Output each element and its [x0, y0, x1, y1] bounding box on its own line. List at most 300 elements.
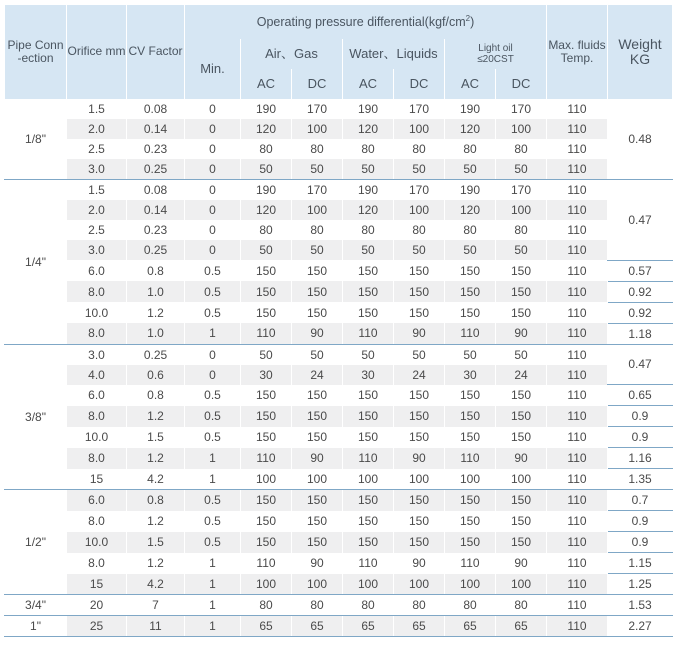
cell-oil-dc: 150: [496, 427, 547, 448]
cell-pipe-connection: 1/2": [5, 490, 67, 595]
cell-oil-ac: 150: [445, 490, 496, 511]
header-operating-pressure: [185, 5, 547, 39]
cell-pipe-connection: 1/8": [5, 99, 67, 180]
cell-temp: 110: [547, 260, 608, 281]
cell-temp: 110: [547, 595, 608, 616]
cell-weight: 0.57: [608, 260, 673, 281]
table-row: [5, 427, 673, 448]
cell-orifice: 3.0: [67, 240, 127, 260]
cell-min: 1: [185, 616, 241, 637]
cell-air-ac: 80: [241, 220, 292, 240]
table-row: [5, 574, 673, 595]
cell-temp: 110: [547, 574, 608, 595]
cell-air-ac: 110: [241, 448, 292, 469]
cell-oil-ac: 190: [445, 99, 496, 119]
cell-cv: 1.2: [127, 406, 185, 427]
cell-orifice: 8.0: [67, 511, 127, 532]
cell-orifice: 2.0: [67, 119, 127, 139]
header-oil-ac: AC: [445, 69, 496, 99]
cell-temp: 110: [547, 139, 608, 159]
cell-air-ac: 100: [241, 469, 292, 490]
cell-air-dc: 150: [292, 260, 343, 281]
cell-air-dc: 100: [292, 469, 343, 490]
cell-air-dc: 150: [292, 385, 343, 406]
cell-water-ac: 50: [343, 240, 394, 260]
table-row: [5, 119, 673, 139]
cell-water-ac: 150: [343, 281, 394, 302]
table-row: [5, 448, 673, 469]
cell-air-dc: 100: [292, 119, 343, 139]
cell-min: 0: [185, 180, 241, 201]
cell-water-dc: 80: [394, 139, 445, 159]
cell-water-dc: 90: [394, 448, 445, 469]
cell-water-ac: 150: [343, 427, 394, 448]
table-row: [5, 323, 673, 344]
cell-oil-ac: 120: [445, 119, 496, 139]
cell-weight: 0.47: [608, 344, 673, 385]
cell-water-ac: 110: [343, 553, 394, 574]
cell-water-dc: 150: [394, 302, 445, 323]
cell-water-ac: 190: [343, 180, 394, 201]
cell-cv: 0.25: [127, 159, 185, 180]
cell-oil-ac: 110: [445, 448, 496, 469]
cell-oil-dc: 80: [496, 595, 547, 616]
header-operating-pressure-sup: 2: [465, 13, 471, 23]
cell-air-ac: 150: [241, 511, 292, 532]
cell-water-ac: 80: [343, 220, 394, 240]
cell-water-ac: 110: [343, 448, 394, 469]
cell-oil-dc: 150: [496, 406, 547, 427]
cell-temp: 110: [547, 427, 608, 448]
cell-oil-ac: 110: [445, 323, 496, 344]
table-row: [5, 595, 673, 616]
cell-water-ac: 80: [343, 595, 394, 616]
cell-cv: 0.6: [127, 365, 185, 385]
cell-temp: 110: [547, 448, 608, 469]
cell-weight: 1.15: [608, 553, 673, 574]
cell-air-ac: 110: [241, 553, 292, 574]
cell-oil-dc: 150: [496, 385, 547, 406]
cell-water-ac: 50: [343, 344, 394, 365]
table-row: [5, 200, 673, 220]
table-row: [5, 220, 673, 240]
cell-min: 0.5: [185, 490, 241, 511]
cell-water-dc: 150: [394, 511, 445, 532]
cell-oil-dc: 150: [496, 260, 547, 281]
cell-water-dc: 150: [394, 385, 445, 406]
cell-oil-dc: 150: [496, 302, 547, 323]
cell-cv: 0.23: [127, 220, 185, 240]
cell-min: 1: [185, 595, 241, 616]
cell-temp: 110: [547, 323, 608, 344]
header-operating-pressure-title: Operating pressure differential(kgf/cm: [256, 14, 466, 29]
cell-water-ac: 150: [343, 260, 394, 281]
cell-oil-ac: 150: [445, 427, 496, 448]
cell-temp: 110: [547, 220, 608, 240]
table-row: [5, 365, 673, 385]
table-row: [5, 260, 673, 281]
cell-orifice: 8.0: [67, 281, 127, 302]
cell-water-ac: 190: [343, 99, 394, 119]
cell-pipe-connection: 1/4": [5, 180, 67, 345]
cell-oil-ac: 80: [445, 139, 496, 159]
cell-water-dc: 90: [394, 553, 445, 574]
cell-weight: 1.18: [608, 323, 673, 344]
cell-min: 0.5: [185, 406, 241, 427]
cell-orifice: 10.0: [67, 532, 127, 553]
cell-temp: 110: [547, 532, 608, 553]
cell-cv: 1.2: [127, 302, 185, 323]
cell-air-dc: 150: [292, 511, 343, 532]
table-row: [5, 511, 673, 532]
table-row: [5, 490, 673, 511]
cell-cv: 0.8: [127, 490, 185, 511]
cell-min: 0: [185, 240, 241, 260]
cell-temp: 110: [547, 159, 608, 180]
cell-oil-ac: 150: [445, 385, 496, 406]
cell-min: 0: [185, 99, 241, 119]
cell-oil-dc: 24: [496, 365, 547, 385]
table-row: [5, 281, 673, 302]
cell-cv: 1.2: [127, 553, 185, 574]
cell-oil-dc: 150: [496, 511, 547, 532]
cell-water-ac: 110: [343, 323, 394, 344]
cell-cv: 0.08: [127, 99, 185, 119]
cell-air-dc: 65: [292, 616, 343, 637]
cell-oil-ac: 120: [445, 200, 496, 220]
header-water-liquids: Water、Liquids: [343, 39, 445, 69]
cell-oil-ac: 110: [445, 553, 496, 574]
cell-air-ac: 150: [241, 260, 292, 281]
header-light-oil-label: Light oil: [478, 43, 513, 54]
cell-orifice: 8.0: [67, 323, 127, 344]
cell-cv: 0.8: [127, 260, 185, 281]
cell-air-dc: 24: [292, 365, 343, 385]
cell-oil-ac: 50: [445, 240, 496, 260]
cell-orifice: 6.0: [67, 260, 127, 281]
table-row: [5, 616, 673, 637]
cell-min: 1: [185, 448, 241, 469]
cell-orifice: 2.5: [67, 139, 127, 159]
cell-orifice: 8.0: [67, 448, 127, 469]
cell-water-ac: 100: [343, 469, 394, 490]
cell-oil-ac: 50: [445, 344, 496, 365]
table-body: [5, 99, 673, 637]
cell-weight: 0.9: [608, 511, 673, 532]
table-row: [5, 139, 673, 159]
cell-oil-dc: 50: [496, 344, 547, 365]
cell-weight: 0.65: [608, 385, 673, 406]
cell-oil-ac: 100: [445, 574, 496, 595]
cell-water-ac: 150: [343, 532, 394, 553]
cell-air-ac: 150: [241, 406, 292, 427]
cell-orifice: 8.0: [67, 553, 127, 574]
cell-air-ac: 150: [241, 490, 292, 511]
cell-oil-dc: 90: [496, 553, 547, 574]
cell-air-dc: 150: [292, 490, 343, 511]
cell-oil-dc: 50: [496, 159, 547, 180]
cell-air-dc: 170: [292, 180, 343, 201]
cell-min: 1: [185, 574, 241, 595]
cell-air-ac: 150: [241, 302, 292, 323]
cell-water-dc: 24: [394, 365, 445, 385]
cell-oil-ac: 150: [445, 260, 496, 281]
cell-oil-dc: 170: [496, 180, 547, 201]
cell-orifice: 20: [67, 595, 127, 616]
cell-pipe-connection: 1": [5, 616, 67, 637]
cell-cv: 0.25: [127, 240, 185, 260]
cell-orifice: 1.5: [67, 99, 127, 119]
cell-cv: 0.14: [127, 119, 185, 139]
cell-min: 0.5: [185, 385, 241, 406]
cell-air-ac: 120: [241, 200, 292, 220]
cell-oil-ac: 190: [445, 180, 496, 201]
cell-weight: 0.48: [608, 99, 673, 180]
cell-min: 1: [185, 323, 241, 344]
cell-air-ac: 50: [241, 240, 292, 260]
cell-air-ac: 150: [241, 385, 292, 406]
cell-temp: 110: [547, 511, 608, 532]
cell-water-ac: 80: [343, 139, 394, 159]
cell-water-dc: 170: [394, 99, 445, 119]
cell-cv: 11: [127, 616, 185, 637]
cell-water-dc: 170: [394, 180, 445, 201]
cell-temp: 110: [547, 490, 608, 511]
cell-water-ac: 30: [343, 365, 394, 385]
cell-weight: 0.47: [608, 180, 673, 261]
cell-min: 1: [185, 469, 241, 490]
cell-orifice: 15: [67, 469, 127, 490]
header-light-oil: [445, 39, 547, 69]
cell-air-dc: 100: [292, 200, 343, 220]
cell-orifice: 10.0: [67, 302, 127, 323]
cell-air-dc: 80: [292, 139, 343, 159]
cell-min: 0.5: [185, 511, 241, 532]
cell-air-dc: 150: [292, 427, 343, 448]
cell-temp: 110: [547, 344, 608, 365]
cell-min: 0: [185, 365, 241, 385]
cell-air-dc: 50: [292, 240, 343, 260]
cell-cv: 1.5: [127, 532, 185, 553]
header-water-ac: AC: [343, 69, 394, 99]
cell-temp: 110: [547, 365, 608, 385]
cell-min: 0.5: [185, 302, 241, 323]
cell-cv: 1.5: [127, 427, 185, 448]
cell-weight: 1.25: [608, 574, 673, 595]
cell-cv: 4.2: [127, 574, 185, 595]
cell-oil-ac: 150: [445, 511, 496, 532]
header-min: Min.: [185, 39, 241, 99]
header-operating-pressure-close: ): [470, 14, 475, 29]
header-air-ac: AC: [241, 69, 292, 99]
cell-water-ac: 65: [343, 616, 394, 637]
cell-water-dc: 90: [394, 323, 445, 344]
header-light-oil-sub: ≤20CST: [477, 54, 514, 65]
cell-cv: 0.23: [127, 139, 185, 159]
cell-temp: 110: [547, 281, 608, 302]
cell-min: 0.5: [185, 427, 241, 448]
cell-oil-dc: 90: [496, 323, 547, 344]
cell-orifice: 3.0: [67, 159, 127, 180]
cell-air-dc: 90: [292, 323, 343, 344]
cell-water-dc: 50: [394, 240, 445, 260]
cell-orifice: 4.0: [67, 365, 127, 385]
cell-pipe-connection: 3/4": [5, 595, 67, 616]
cell-oil-ac: 150: [445, 406, 496, 427]
cell-temp: 110: [547, 302, 608, 323]
cell-air-ac: 30: [241, 365, 292, 385]
cell-oil-ac: 30: [445, 365, 496, 385]
cell-temp: 110: [547, 553, 608, 574]
header-orifice: Orifice mm: [67, 5, 127, 99]
cell-air-dc: 80: [292, 595, 343, 616]
cell-air-ac: 80: [241, 595, 292, 616]
cell-oil-ac: 80: [445, 220, 496, 240]
cell-cv: 4.2: [127, 469, 185, 490]
cell-weight: 0.7: [608, 490, 673, 511]
table-row: [5, 344, 673, 365]
cell-water-dc: 100: [394, 574, 445, 595]
cell-water-dc: 80: [394, 595, 445, 616]
cell-water-dc: 150: [394, 532, 445, 553]
cell-cv: 1.0: [127, 323, 185, 344]
cell-oil-dc: 100: [496, 200, 547, 220]
cell-cv: 1.2: [127, 511, 185, 532]
cell-cv: 1.2: [127, 448, 185, 469]
cell-min: 0.5: [185, 260, 241, 281]
table-row: [5, 99, 673, 119]
cell-oil-ac: 100: [445, 469, 496, 490]
cell-min: 0: [185, 159, 241, 180]
header-pipe-connection: Pipe Conn -ection: [5, 5, 67, 99]
cell-orifice: 8.0: [67, 406, 127, 427]
cell-air-ac: 150: [241, 281, 292, 302]
cell-weight: 0.9: [608, 427, 673, 448]
cell-water-dc: 150: [394, 406, 445, 427]
cell-temp: 110: [547, 469, 608, 490]
cell-oil-dc: 100: [496, 574, 547, 595]
cell-oil-dc: 100: [496, 469, 547, 490]
solenoid-valve-spec-table: [4, 5, 673, 637]
table-header: [5, 5, 673, 99]
header-weight: Weight KG: [608, 5, 673, 99]
cell-weight: 2.27: [608, 616, 673, 637]
cell-temp: 110: [547, 180, 608, 201]
cell-orifice: 1.5: [67, 180, 127, 201]
cell-water-ac: 120: [343, 200, 394, 220]
cell-air-dc: 150: [292, 302, 343, 323]
cell-weight: 0.92: [608, 302, 673, 323]
cell-air-ac: 150: [241, 532, 292, 553]
cell-oil-ac: 50: [445, 159, 496, 180]
cell-water-dc: 150: [394, 260, 445, 281]
cell-oil-dc: 150: [496, 490, 547, 511]
cell-weight: 0.92: [608, 281, 673, 302]
cell-temp: 110: [547, 119, 608, 139]
cell-orifice: 6.0: [67, 385, 127, 406]
cell-oil-dc: 150: [496, 281, 547, 302]
cell-air-dc: 150: [292, 406, 343, 427]
cell-oil-dc: 90: [496, 448, 547, 469]
cell-oil-ac: 150: [445, 532, 496, 553]
table-row: [5, 159, 673, 180]
cell-min: 0: [185, 344, 241, 365]
cell-air-ac: 100: [241, 574, 292, 595]
cell-air-dc: 80: [292, 220, 343, 240]
cell-air-ac: 190: [241, 180, 292, 201]
cell-min: 1: [185, 553, 241, 574]
cell-pipe-connection: 3/8": [5, 344, 67, 490]
cell-oil-ac: 65: [445, 616, 496, 637]
cell-water-dc: 150: [394, 281, 445, 302]
cell-weight: 1.35: [608, 469, 673, 490]
cell-oil-dc: 170: [496, 99, 547, 119]
table-row: [5, 385, 673, 406]
cell-air-ac: 190: [241, 99, 292, 119]
table-row: [5, 240, 673, 260]
cell-water-dc: 150: [394, 490, 445, 511]
cell-water-dc: 50: [394, 159, 445, 180]
cell-orifice: 15: [67, 574, 127, 595]
cell-water-dc: 100: [394, 200, 445, 220]
table-row: [5, 406, 673, 427]
cell-orifice: 25: [67, 616, 127, 637]
cell-air-ac: 150: [241, 427, 292, 448]
cell-orifice: 3.0: [67, 344, 127, 365]
cell-temp: 110: [547, 385, 608, 406]
table-row: [5, 553, 673, 574]
cell-air-dc: 90: [292, 448, 343, 469]
cell-cv: 7: [127, 595, 185, 616]
cell-weight: 0.9: [608, 532, 673, 553]
cell-orifice: 6.0: [67, 490, 127, 511]
cell-cv: 0.08: [127, 180, 185, 201]
table-row: [5, 532, 673, 553]
cell-cv: 1.0: [127, 281, 185, 302]
cell-oil-dc: 100: [496, 119, 547, 139]
cell-oil-dc: 80: [496, 139, 547, 159]
cell-air-ac: 120: [241, 119, 292, 139]
header-air-dc: DC: [292, 69, 343, 99]
cell-oil-dc: 80: [496, 220, 547, 240]
cell-orifice: 2.0: [67, 200, 127, 220]
cell-cv: 0.14: [127, 200, 185, 220]
cell-cv: 0.8: [127, 385, 185, 406]
cell-air-dc: 150: [292, 281, 343, 302]
cell-water-ac: 50: [343, 159, 394, 180]
cell-water-dc: 80: [394, 220, 445, 240]
cell-air-dc: 100: [292, 574, 343, 595]
cell-temp: 110: [547, 200, 608, 220]
cell-water-ac: 150: [343, 511, 394, 532]
cell-water-dc: 100: [394, 119, 445, 139]
cell-water-dc: 100: [394, 469, 445, 490]
cell-min: 0: [185, 119, 241, 139]
cell-air-dc: 50: [292, 344, 343, 365]
cell-weight: 0.9: [608, 406, 673, 427]
cell-orifice: 10.0: [67, 427, 127, 448]
cell-air-dc: 90: [292, 553, 343, 574]
cell-min: 0.5: [185, 281, 241, 302]
cell-water-ac: 150: [343, 385, 394, 406]
cell-min: 0.5: [185, 532, 241, 553]
cell-temp: 110: [547, 616, 608, 637]
cell-oil-ac: 80: [445, 595, 496, 616]
header-air-gas: Air、Gas: [241, 39, 343, 69]
cell-oil-dc: 150: [496, 532, 547, 553]
cell-air-ac: 65: [241, 616, 292, 637]
cell-temp: 110: [547, 99, 608, 119]
